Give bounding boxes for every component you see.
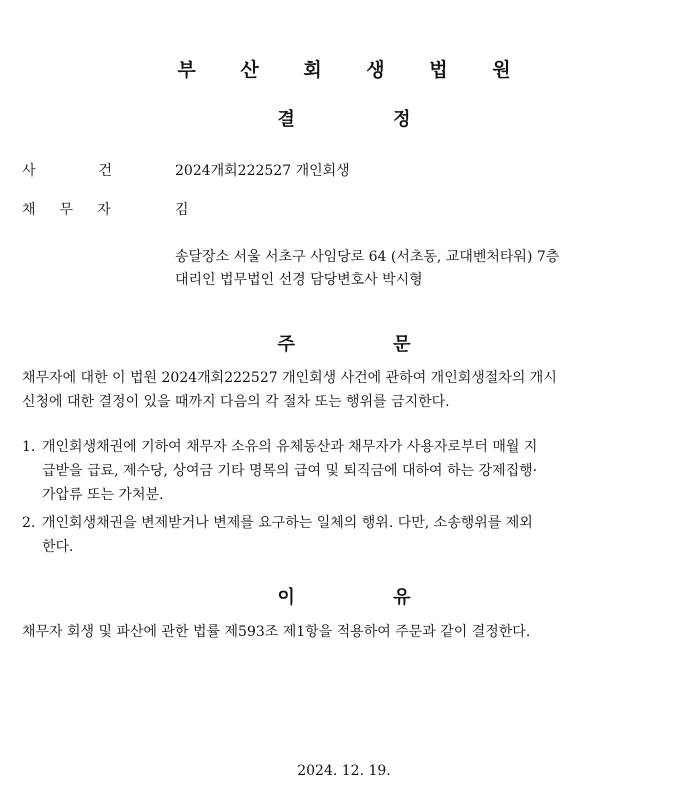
order-item-line: 개인회생채권을 변제받거나 변제를 요구하는 일체의 행위. 다만, 소송행위를 제외 [42,515,533,531]
case-label-char-1: 사 [22,163,36,179]
debtor-name: 김 [175,202,189,218]
order-item-number: 1. [22,439,36,455]
order-item-line: 가압류 또는 가처분. [42,487,164,503]
debtor-label [22,199,111,219]
order-item-text [42,435,662,507]
order-item-line: 한다. [42,539,74,555]
order-item-2 [22,511,662,559]
decision-date: 2024. 12. 19. [297,763,391,779]
reason-text: 채무자 회생 및 파산에 관한 법률 제593조 제1항을 적용하여 주문과 같이 결정한다. [22,624,531,640]
court-name: 부 산 회 생 법 원 [177,59,530,81]
order-intro-line-2: 신청에 대한 결정이 있을 때까지 다음의 각 절차 또는 행위를 금지한다. [22,394,450,410]
order-heading: 주 문 [277,334,411,355]
order-item-line: 개인회생채권에 기하여 채무자 소유의 유체동산과 채무자가 사용자로부터 매월 지 [42,439,538,455]
case-label [22,160,112,180]
order-item-number: 2. [22,515,36,531]
debtor-label-char-3: 자 [97,202,111,218]
order-item-line: 급받을 급료, 제수당, 상여금 기타 명목의 급여 및 퇴직금에 대하여 하는 강제집행· [42,463,538,479]
reason-heading: 이 유 [277,587,411,608]
document-type-heading: 결 정 [277,109,411,130]
case-number: 2024개회222527 개인회생 [175,163,350,179]
debtor-label-char-1: 채 [22,202,36,218]
order-intro [22,366,662,414]
case-label-char-2: 건 [98,163,113,179]
service-address: 송달장소 서울 서초구 사임당로 64 (서초동, 교대벤처타워) 7층 [175,249,560,265]
legal-agent: 대리인 법무법인 선경 담당변호사 박시형 [175,272,423,288]
order-intro-line-1: 채무자에 대한 이 법원 2024개회222527 개인회생 사건에 관하여 개인회생절차의 개시 [22,370,557,386]
order-item-1 [22,435,662,507]
order-item-text [42,511,662,559]
debtor-label-char-2: 무 [59,202,74,218]
